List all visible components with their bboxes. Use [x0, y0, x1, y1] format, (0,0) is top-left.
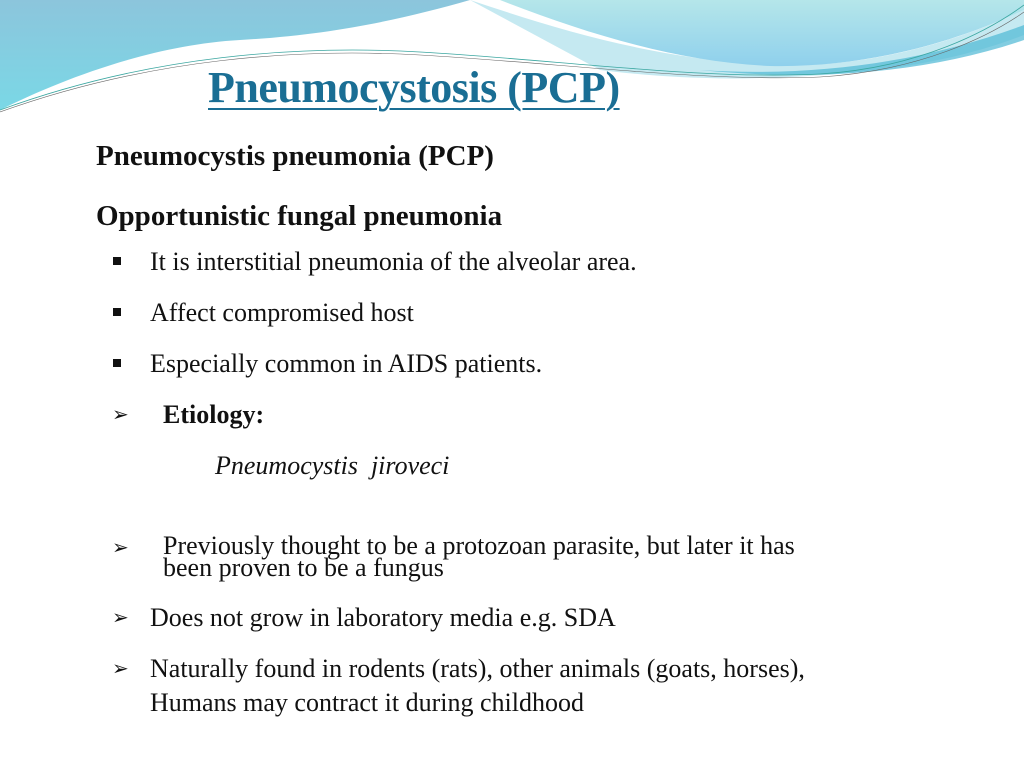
list-item-text-continued: Humans may contract it during childhood [150, 688, 584, 717]
list-item-text: Previously thought to be a protozoan parasite, but later it has [163, 531, 795, 560]
arrow-bullet-icon: ➢ [112, 656, 129, 680]
square-bullet-icon [113, 308, 121, 316]
list-item-text-continued: been proven to be a fungus [163, 553, 444, 582]
slide-title: Pneumocystosis (PCP) [208, 63, 620, 112]
heading-opportunistic: Opportunistic fungal pneumonia [96, 200, 503, 232]
etiology-label: Etiology: [163, 400, 265, 429]
arrow-bullet-icon: ➢ [112, 605, 129, 629]
heading-pcp: Pneumocystis pneumonia (PCP) [96, 140, 494, 172]
etiology-organism: Pneumocystis jiroveci [215, 451, 450, 480]
list-item-text: Especially common in AIDS patients. [150, 349, 543, 378]
list-item-text: Does not grow in laboratory media e.g. SDA [150, 603, 616, 632]
arrow-bullet-icon: ➢ [112, 402, 129, 426]
list-item-text: It is interstitial pneumonia of the alveolar area. [150, 247, 637, 276]
square-bullet-icon [113, 257, 121, 265]
square-bullet-icon [113, 359, 121, 367]
list-item-text: Affect compromised host [150, 298, 414, 327]
list-item-text: Naturally found in rodents (rats), other animals (goats, horses), [150, 654, 805, 683]
arrow-bullet-icon: ➢ [112, 535, 129, 559]
